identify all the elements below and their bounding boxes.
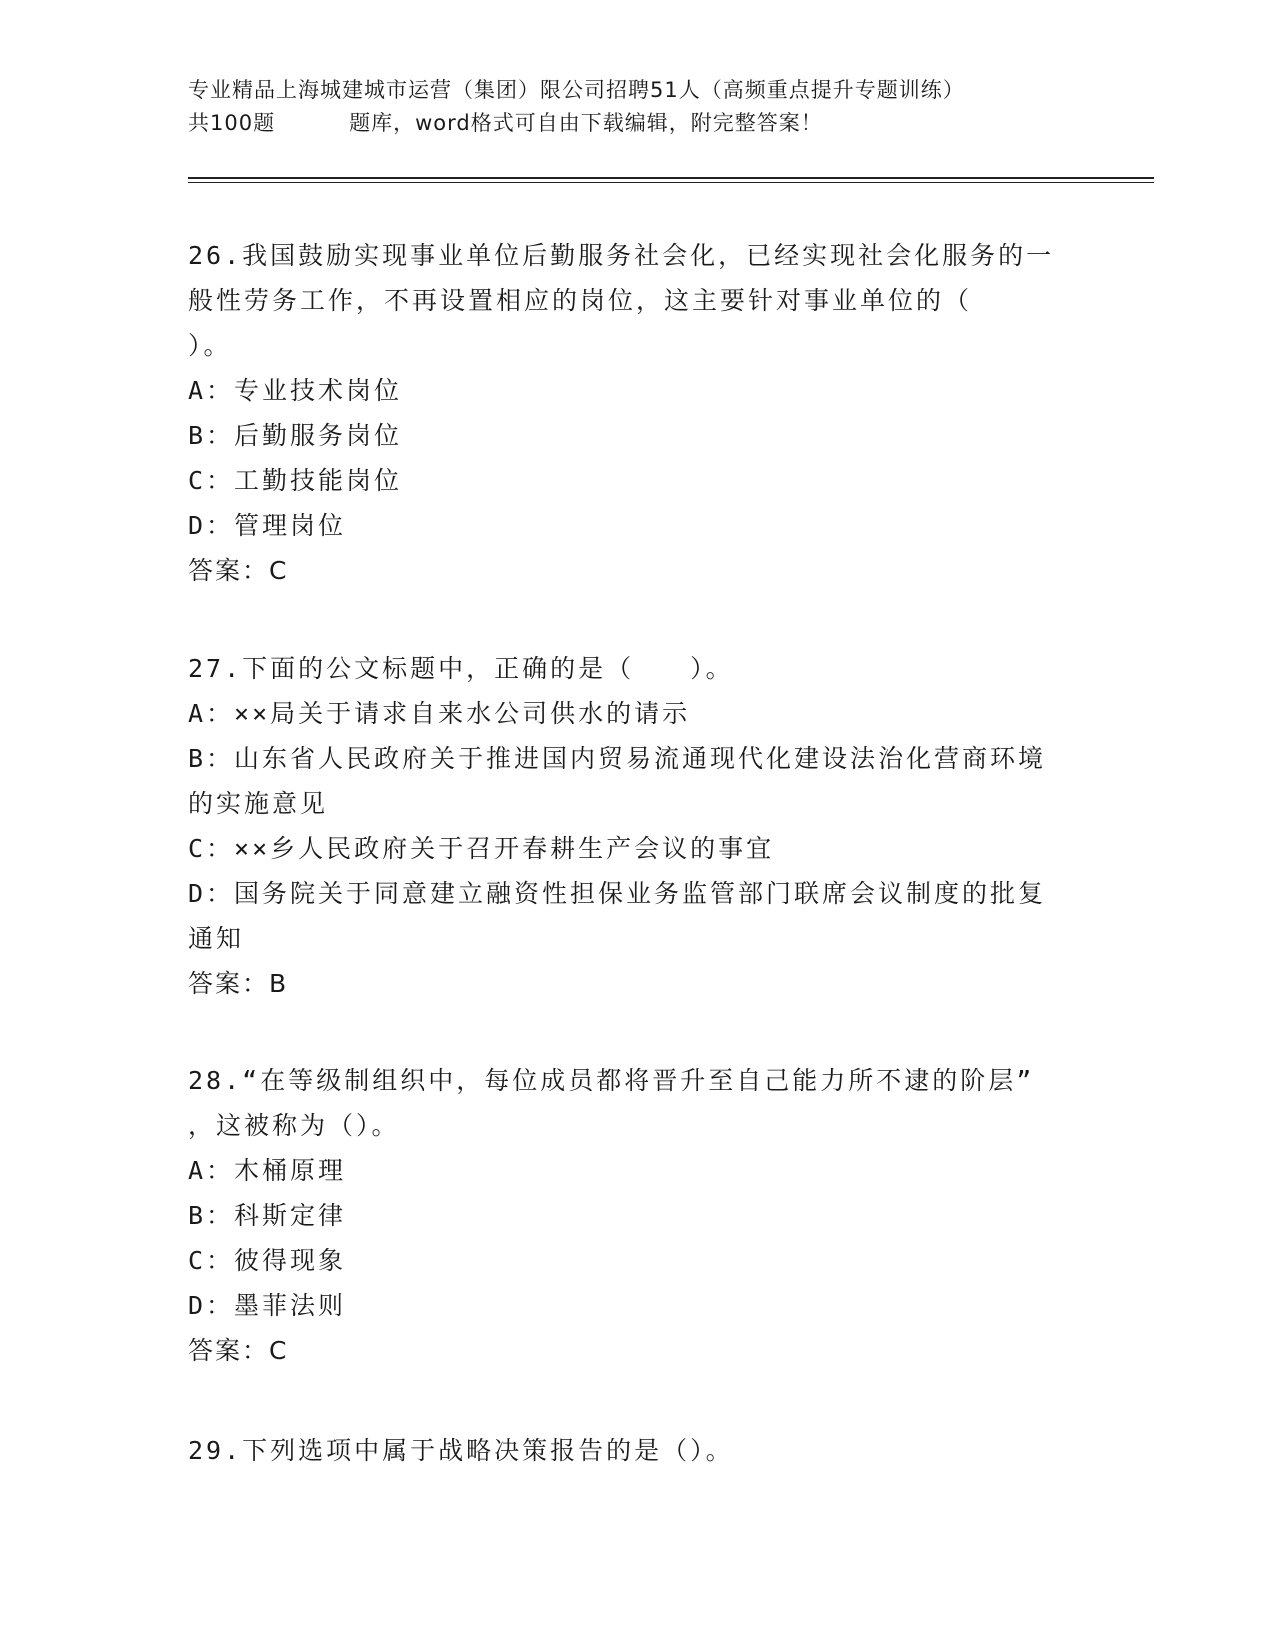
option-b-continued: 的实施意见 [188,789,329,818]
question-27 [188,646,1068,1006]
option-c: C：××乡人民政府关于召开春耕生产会议的事宜 [188,834,775,863]
question-text: 29.下列选项中属于战略决策报告的是（）。 [188,1436,734,1465]
question-text: ，这被称为（）。 [188,1111,400,1140]
option-b: B：科斯定律 [188,1201,347,1230]
option-d-continued: 通知 [188,924,245,953]
header-title: 专业精品上海城建城市运营（集团）限公司招聘51人（高频重点提升专题训练） [188,78,965,102]
question-text: ）。 [188,331,232,360]
option-a: A：木桶原理 [188,1156,347,1185]
option-a: A：专业技术岗位 [188,376,403,405]
option-d: D：管理岗位 [188,511,347,540]
header-divider-bottom [188,182,1154,183]
header-question-count: 共100题 [188,111,276,135]
question-text: 28.“在等级制组织中，每位成员都将晋升至自己能力所不逮的阶层” [188,1066,1035,1095]
header-subtitle [188,107,1148,140]
option-a: A：××局关于请求自来水公司供水的请示 [188,699,691,728]
header-description: 题库，word格式可自由下载编辑，附完整答案！ [349,111,823,135]
option-c: C：工勤技能岗位 [188,466,403,495]
answer: 答案：C [188,556,289,585]
header-divider-top [188,177,1154,179]
question-text: 般性劳务工作，不再设置相应的岗位，这主要针对事业单位的（ [188,286,973,315]
option-d: D：国务院关于同意建立融资性担保业务监管部门联席会议制度的批复 [188,879,1047,908]
option-b: B：山东省人民政府关于推进国内贸易流通现代化建设法治化营商环境 [188,744,1047,773]
option-b: B：后勤服务岗位 [188,421,403,450]
answer: 答案：C [188,1336,289,1365]
document-header [188,74,1148,140]
question-28 [188,1058,1068,1373]
answer: 答案：B [188,969,289,998]
question-26 [188,233,1068,593]
question-text: 26.我国鼓励实现事业单位后勤服务社会化，已经实现社会化服务的一 [188,241,1055,270]
option-d: D：墨菲法则 [188,1291,347,1320]
option-c: C：彼得现象 [188,1246,347,1275]
question-text: 27.下面的公文标题中，正确的是（ ）。 [188,654,734,683]
question-29 [188,1428,1068,1473]
